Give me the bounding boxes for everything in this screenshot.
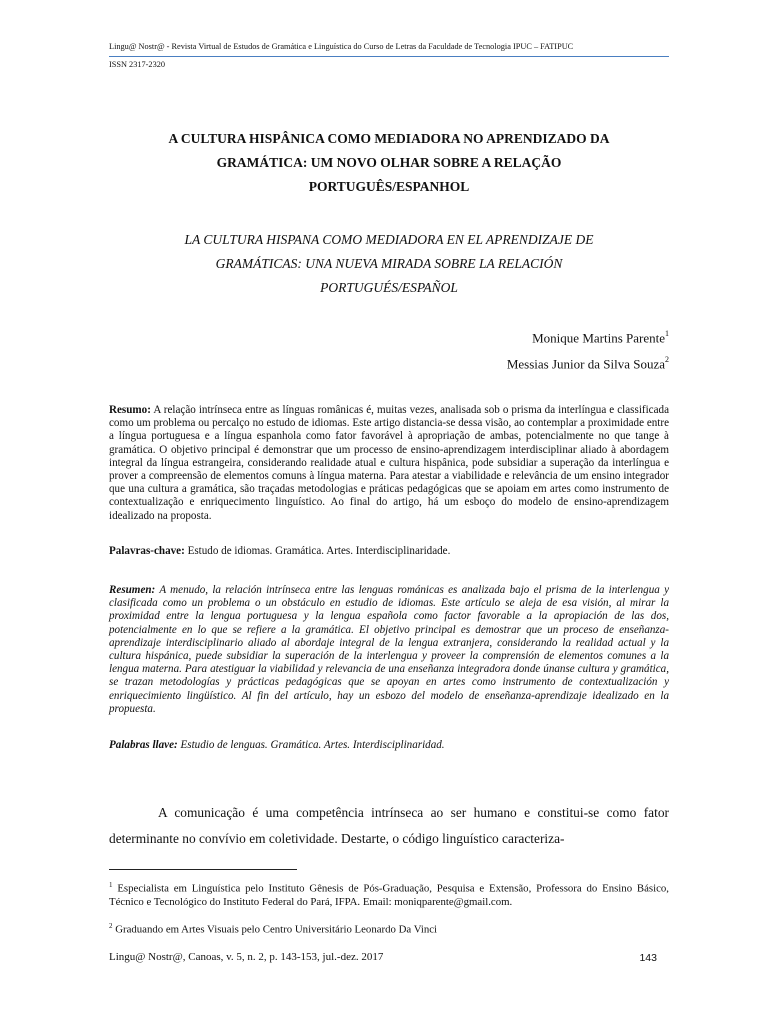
abstract-label: Resumen: — [109, 584, 156, 596]
keywords-text: Estudio de lenguas. Gramática. Artes. Interdisciplinaridad. — [180, 739, 445, 751]
abstract-text: A relação intrínseca entre as línguas românicas é, muitas vezes, analisada sob o prisma da interlíngua e classificada como um problema ou percalço no estudo de idiomas. Este artigo distancia-se dessa visão, ao contemplar a proximidade entre a língua portuguesa e a língua espanhola como fator favorável à apropriação de ambas, potencialmente no que tange à gramática. O objetivo principal é demonstrar que um processo de ensino-aprendizagem interdisciplinar aliado à abordagem integral da língua estrangeira, considerando realidade atual e cultura hispânica, pode subsidiar a superação da interlíngua e prover a compreensão de elementos comuns à língua materna. Para atestar a viabilidade e relevância de um ensino integrador que una cultura a gramática, são traçadas metodologias e práticas pedagógicas que se apoiam em artes como instrumento de contextualização e enriquecimento linguístico. Ao final do artigo, há um esboço do modelo de ensino-aprendizagem idealizado na proposta. — [109, 404, 669, 522]
footnote-2 — [109, 920, 669, 937]
journal-header: Lingu@ Nostr@ - Revista Virtual de Estudos de Gramática e Linguística do Curso de Letras da Faculdade de Tecnologia IPUC – FATIPUC — [109, 42, 574, 51]
title-es-line: PORTUGUÉS/ESPAÑOL — [320, 280, 458, 295]
abstract-spanish — [109, 584, 669, 716]
title-es-line: GRAMÁTICAS: UNA NUEVA MIRADA SOBRE LA RELACIÓN — [215, 256, 563, 271]
footnote-mark[interactable]: 1 — [665, 329, 669, 338]
footnote-mark[interactable]: 2 — [665, 355, 669, 364]
author-name: Monique Martins Parente — [532, 330, 665, 346]
body-paragraph: A comunicação é uma competência intrínseca ao ser humano e constitui-se como fator determinante no convívio em coletividade. Destarte, o código linguístico caracteriza- — [109, 805, 669, 846]
author-1 — [532, 330, 669, 346]
keywords-label: Palabras llave: — [109, 739, 178, 751]
page-number: 143 — [639, 952, 657, 964]
title-pt-line: A CULTURA HISPÂNICA COMO MEDIADORA NO APRENDIZADO DA — [168, 131, 610, 146]
abstract-text: A menudo, la relación intrínseca entre las lenguas románicas es analizada bajo el prisma de la interlengua y clasificada como un problema o un obstáculo en estudio de idiomas. Este artículo se aleja de esa visión, al mirar la proximidad entre la lengua portuguesa y la lengua española como factor favorable a la apropiación de las dos, potencialmente en lo que se refiere a la gramática. El objetivo principal es demostrar que un proceso de enseñanza-aprendizaje interdisciplinario aliado al abordaje integral de la lengua extranjera, considerando la realidad actual y la cultura hispánica, puede subsidiar la superación de la interlengua y proveer la comprensión de elementos comunes a la lengua materna. Para atestiguar la viabilidad y relevancia de una enseñanza integradora donde únanse cultura y gramática, se trazan metodologías y prácticas pedagógicas que se apoyan en artes como instrumento de contextualización y enriquecimiento lingüístico. Al fin del artículo, hay un esbozo del modelo de enseñanza-aprendizaje idealizado en la propuesta. — [109, 584, 669, 715]
author-name: Messias Junior da Silva Souza — [506, 356, 665, 372]
footnote-number: 2 — [109, 922, 113, 930]
footnote-1 — [109, 879, 669, 909]
title-es-line: LA CULTURA HISPANA COMO MEDIADORA EN EL APRENDIZAJE DE — [184, 232, 594, 247]
keywords-portuguese — [109, 545, 450, 557]
footer-citation: Lingu@ Nostr@, Canoas, v. 5, n. 2, p. 143-153, jul.-dez. 2017 — [109, 951, 384, 963]
author-2 — [507, 356, 669, 372]
footnote-rule — [109, 869, 297, 870]
keywords-text: Estudo de idiomas. Gramática. Artes. Interdisciplinaridade. — [187, 545, 451, 557]
issn: ISSN 2317-2320 — [109, 60, 166, 69]
keywords-spanish — [109, 739, 445, 751]
footnote-text: Especialista em Linguística pelo Instituto Gênesis de Pós-Graduação, Pesquisa e Extensão, Professora do Ensino Básico, Técnico e Tecnológico do Instituto Federal do Pará, IFPA. Email: moniqparente@gmail.com. — [109, 882, 669, 908]
title-spanish — [109, 228, 669, 300]
title-portuguese — [109, 127, 669, 199]
header-rule — [109, 56, 669, 57]
keywords-label: Palavras-chave: — [109, 545, 185, 557]
footnote-text: Graduando em Artes Visuais pelo Centro Universitário Leonardo Da Vinci — [115, 923, 438, 936]
abstract-portuguese — [109, 404, 669, 523]
footnote-number: 1 — [109, 881, 113, 889]
title-pt-line: GRAMÁTICA: UM NOVO OLHAR SOBRE A RELAÇÃO — [216, 155, 562, 170]
abstract-label: Resumo: — [109, 404, 151, 416]
title-pt-line: PORTUGUÊS/ESPANHOL — [308, 179, 470, 194]
